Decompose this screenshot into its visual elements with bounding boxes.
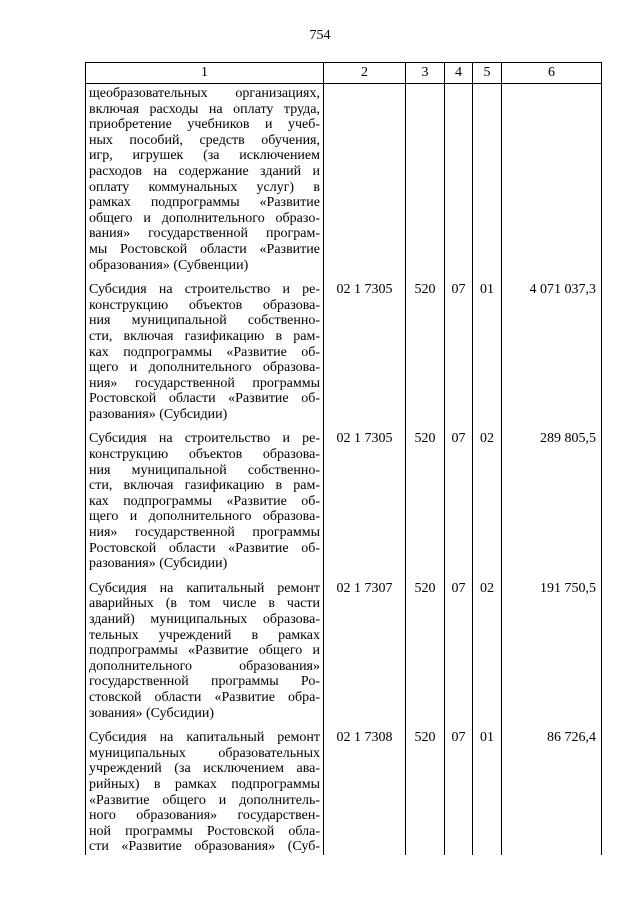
table-row — [86, 273, 602, 422]
description-line: мы Ростовской области «Развитие — [89, 241, 320, 257]
table-header-row — [86, 63, 602, 84]
row-col-3: 520 — [406, 422, 445, 571]
description-line: расходов на содержание зданий и — [89, 163, 320, 179]
header-col-6: 6 — [502, 63, 602, 84]
description-line: ках подпрограммы «Развитие об- — [89, 493, 320, 509]
row-description — [86, 84, 324, 274]
budget-table — [85, 62, 602, 855]
description-line: включая расходы на оплату труда, — [89, 101, 320, 117]
header-col-3: 3 — [406, 63, 445, 84]
description-line: Субсидия на строительство и ре- — [89, 431, 320, 447]
description-line: щеобразовательных организациях, — [89, 86, 320, 101]
description-line: разования» (Субсидии) — [89, 556, 228, 572]
description-line: Субсидия на капитальный ремонт — [89, 580, 320, 596]
row-description — [86, 721, 324, 855]
table-body — [86, 84, 602, 855]
row-amount: 86 726,4 — [502, 721, 602, 855]
description-line: «Развитие общего и дополнитель- — [89, 792, 320, 808]
description-line: игр, игрушек (за исключением — [89, 148, 320, 164]
description-line: Ростовской области «Развитие об- — [89, 540, 320, 556]
table-row — [86, 422, 602, 571]
description-line: Ростовской области «Развитие об- — [89, 391, 320, 407]
description-line: рийных) в рамках подпрограммы — [89, 776, 320, 792]
row-col-4 — [445, 84, 473, 274]
description-line: приобретение учебников и учеб- — [89, 117, 320, 133]
description-line: зования» (Субсидии) — [89, 705, 215, 721]
row-amount: 191 750,5 — [502, 572, 602, 721]
description-line: государственной программы Ро- — [89, 674, 320, 690]
row-code: 02 1 7305 — [324, 422, 406, 571]
description-line: ния» государственной программы — [89, 375, 320, 391]
description-line: рамках подпрограммы «Развитие — [89, 195, 320, 211]
table-row — [86, 721, 602, 855]
description-line: Субсидия на строительство и ре- — [89, 282, 320, 298]
description-line: ного образования» государствен- — [89, 808, 320, 824]
row-amount — [502, 84, 602, 274]
description-line: вания» государственной програм- — [89, 226, 320, 242]
description-line: щего и дополнительного образова- — [89, 509, 320, 525]
table-row — [86, 572, 602, 721]
description-line: сти, включая газификацию в рам- — [89, 328, 320, 344]
description-line: оплату коммунальных услуг) в — [89, 179, 320, 195]
description-line: муниципальных образовательных — [89, 745, 320, 761]
row-col-3: 520 — [406, 572, 445, 721]
description-line: щего и дополнительного образова- — [89, 360, 320, 376]
header-col-2: 2 — [324, 63, 406, 84]
row-col-3: 520 — [406, 721, 445, 855]
description-line: конструкцию объектов образова- — [89, 447, 320, 463]
row-col-4: 07 — [445, 422, 473, 571]
description-line: стовской области «Развитие обра- — [89, 689, 320, 705]
row-col-4: 07 — [445, 273, 473, 422]
row-amount: 4 071 037,3 — [502, 273, 602, 422]
description-line: ния муниципальной собственно- — [89, 313, 320, 329]
description-line: ках подпрограммы «Развитие об- — [89, 344, 320, 360]
description-line: подпрограммы «Развитие общего и — [89, 643, 320, 659]
header-col-4: 4 — [445, 63, 473, 84]
row-col-4: 07 — [445, 572, 473, 721]
description-line: сти, включая газификацию в рам- — [89, 478, 320, 494]
description-line: сти «Развитие образования» (Суб- — [89, 839, 320, 855]
row-col-4: 07 — [445, 721, 473, 855]
description-line: Субсидия на капитальный ремонт — [89, 730, 320, 746]
row-amount: 289 805,5 — [502, 422, 602, 571]
row-col-3: 520 — [406, 273, 445, 422]
row-col-5: 02 — [473, 422, 502, 571]
description-line: аварийных (в том числе в части — [89, 596, 320, 612]
row-code: 02 1 7305 — [324, 273, 406, 422]
row-description — [86, 422, 324, 571]
description-line: ния» государственной программы — [89, 525, 320, 541]
row-description — [86, 572, 324, 721]
row-col-5 — [473, 84, 502, 274]
description-line: разования» (Субсидии) — [89, 406, 228, 422]
description-line: ния муниципальной собственно- — [89, 462, 320, 478]
row-description — [86, 273, 324, 422]
row-col-5: 01 — [473, 721, 502, 855]
row-code: 02 1 7307 — [324, 572, 406, 721]
header-col-5: 5 — [473, 63, 502, 84]
description-line: дополнительного образования» — [89, 658, 320, 674]
table-row — [86, 84, 602, 274]
row-col-5: 01 — [473, 273, 502, 422]
description-line: ных пособий, средств обучения, — [89, 132, 320, 148]
description-line: учреждений (за исключением ава- — [89, 761, 320, 777]
row-col-3 — [406, 84, 445, 274]
description-line: зданий) муниципальных образова- — [89, 612, 320, 627]
row-col-5: 02 — [473, 572, 502, 721]
row-code — [324, 84, 406, 274]
row-code: 02 1 7308 — [324, 721, 406, 855]
description-line: конструкцию объектов образова- — [89, 297, 320, 313]
description-line: образования» (Субвенции) — [89, 257, 249, 273]
description-line: общего и дополнительного образо- — [89, 210, 320, 226]
header-col-1: 1 — [86, 63, 324, 84]
description-line: ной программы Ростовской обла- — [89, 823, 320, 839]
description-line: тельных учреждений в рамках — [89, 627, 320, 643]
page-number: 754 — [309, 28, 331, 43]
